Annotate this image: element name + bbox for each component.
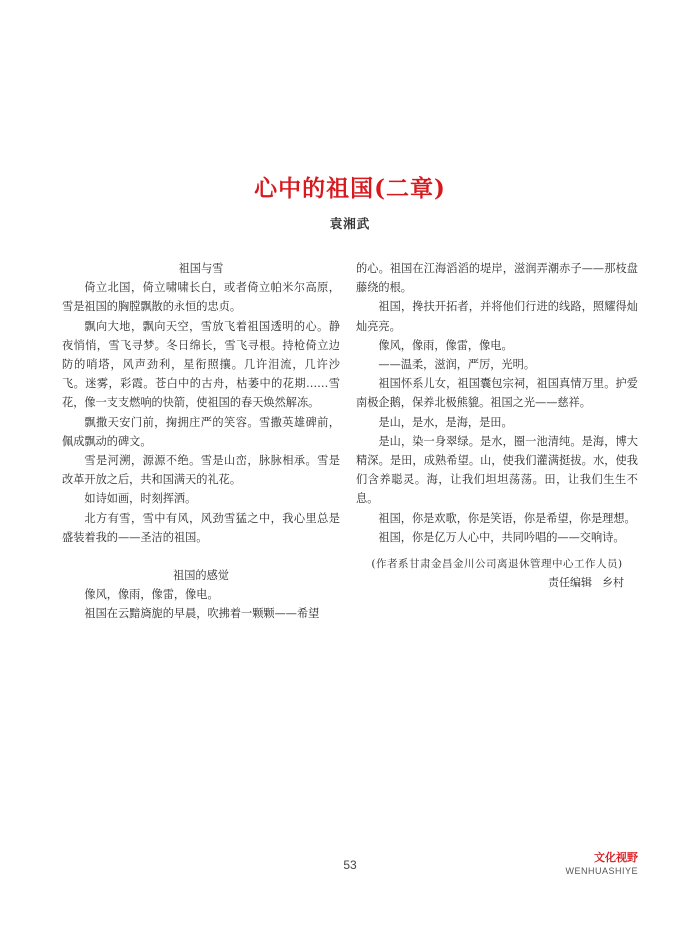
paragraph: 祖国在云黯旖旎的早晨，吹拂着一颗颗——希望 <box>84 607 320 621</box>
paragraph: 雪是河溯，源源不绝。雪是山峦，脉脉相承。雪是改革开放之后，共和国满天的礼花。 <box>62 454 340 487</box>
paragraph: 祖国，你是欢歌，你是笑语，你是希望，你是理想。 <box>378 511 636 525</box>
paragraph: 是山，是水，是海，是田。 <box>378 415 513 429</box>
paragraph: 如诗如画，时刻挥洒。 <box>84 492 197 506</box>
paragraph: 祖国怀系儿女，祖国囊包宗祠，祖国真情万里。护爱南极企鹅，保养北极熊貔。祖国之光——慈祥。 <box>356 377 638 410</box>
paragraph: 祖国，搀扶开拓者，并将他们行进的线路，照耀得灿灿亮亮。 <box>356 300 638 333</box>
author-name: 袁湘武 <box>329 216 371 231</box>
page-number: 53 <box>343 858 357 872</box>
paragraph: 像风，像雨，像雷，像电。 <box>84 588 219 602</box>
brand-chinese: 文化视野 <box>594 852 638 864</box>
magazine-brand <box>565 852 638 877</box>
paragraph: 是山，染一身翠绿。是水，圈一池清纯。是海，博大精深。是田，成熟希望。山，使我们灌满挺拔。水，使我们含养聪灵。海，让我们坦坦荡荡。田，让我们生生不息。 <box>356 434 638 506</box>
author-note: (作者系甘肃金昌金川公司离退休管理中心工作人员) <box>371 558 623 571</box>
paragraph: 北方有雪，雪中有风，风劲雪猛之中，我心里总是盛装着我的——圣洁的祖国。 <box>62 511 340 544</box>
paragraph: 飘撒天安门前，掬拥庄严的笑容。雪撒英雄碑前，佩成飘动的碑文。 <box>62 415 340 448</box>
right-column <box>356 259 638 593</box>
paragraph-continuation: 的心。祖国在江海滔滔的堤岸，滋润弄潮赤子——那枝盘藤绕的根。 <box>356 262 638 295</box>
paragraph: 祖国，你是亿万人心中，共同吟唱的——交响诗。 <box>378 530 625 544</box>
editor-label: 责任编辑 <box>548 576 592 590</box>
article-title <box>0 170 700 203</box>
paragraph: 飘向大地，飘向天空，雪放飞着祖国透明的心。静夜悄悄，雪飞寻梦。冬日绵长，雪飞寻根。持枪倚立边防的哨塔，风声劲利，星衔照攘。几许泪流，几许沙飞。迷雾，彩霞。苍白中的古舟，枯萎中的花期……雪花，像一支支燃响的快箭，使祖国的春天焕然解冻。 <box>62 319 340 410</box>
paragraph: 像风，像雨，像雷，像电。 <box>378 338 513 352</box>
editor-name: 乡村 <box>602 576 624 590</box>
paragraph: 倚立北国，倚立啸啸长白，或者倚立帕米尔高原，雪是祖国的胸膛飘散的永恒的忠贞。 <box>62 281 340 314</box>
section-spacer <box>62 547 340 566</box>
title-subtitle: (二章) <box>374 175 446 202</box>
title-text: 心中的祖国 <box>254 175 375 202</box>
paragraph: ——温柔，滋润，严厉，光明。 <box>378 358 536 372</box>
section-title-snow: 祖国与雪 <box>178 262 224 275</box>
left-column <box>62 259 340 624</box>
brand-english: WENHUASHIYE <box>565 866 638 876</box>
editor-credit <box>356 573 638 593</box>
section-title-feeling: 祖国的感觉 <box>173 569 229 583</box>
